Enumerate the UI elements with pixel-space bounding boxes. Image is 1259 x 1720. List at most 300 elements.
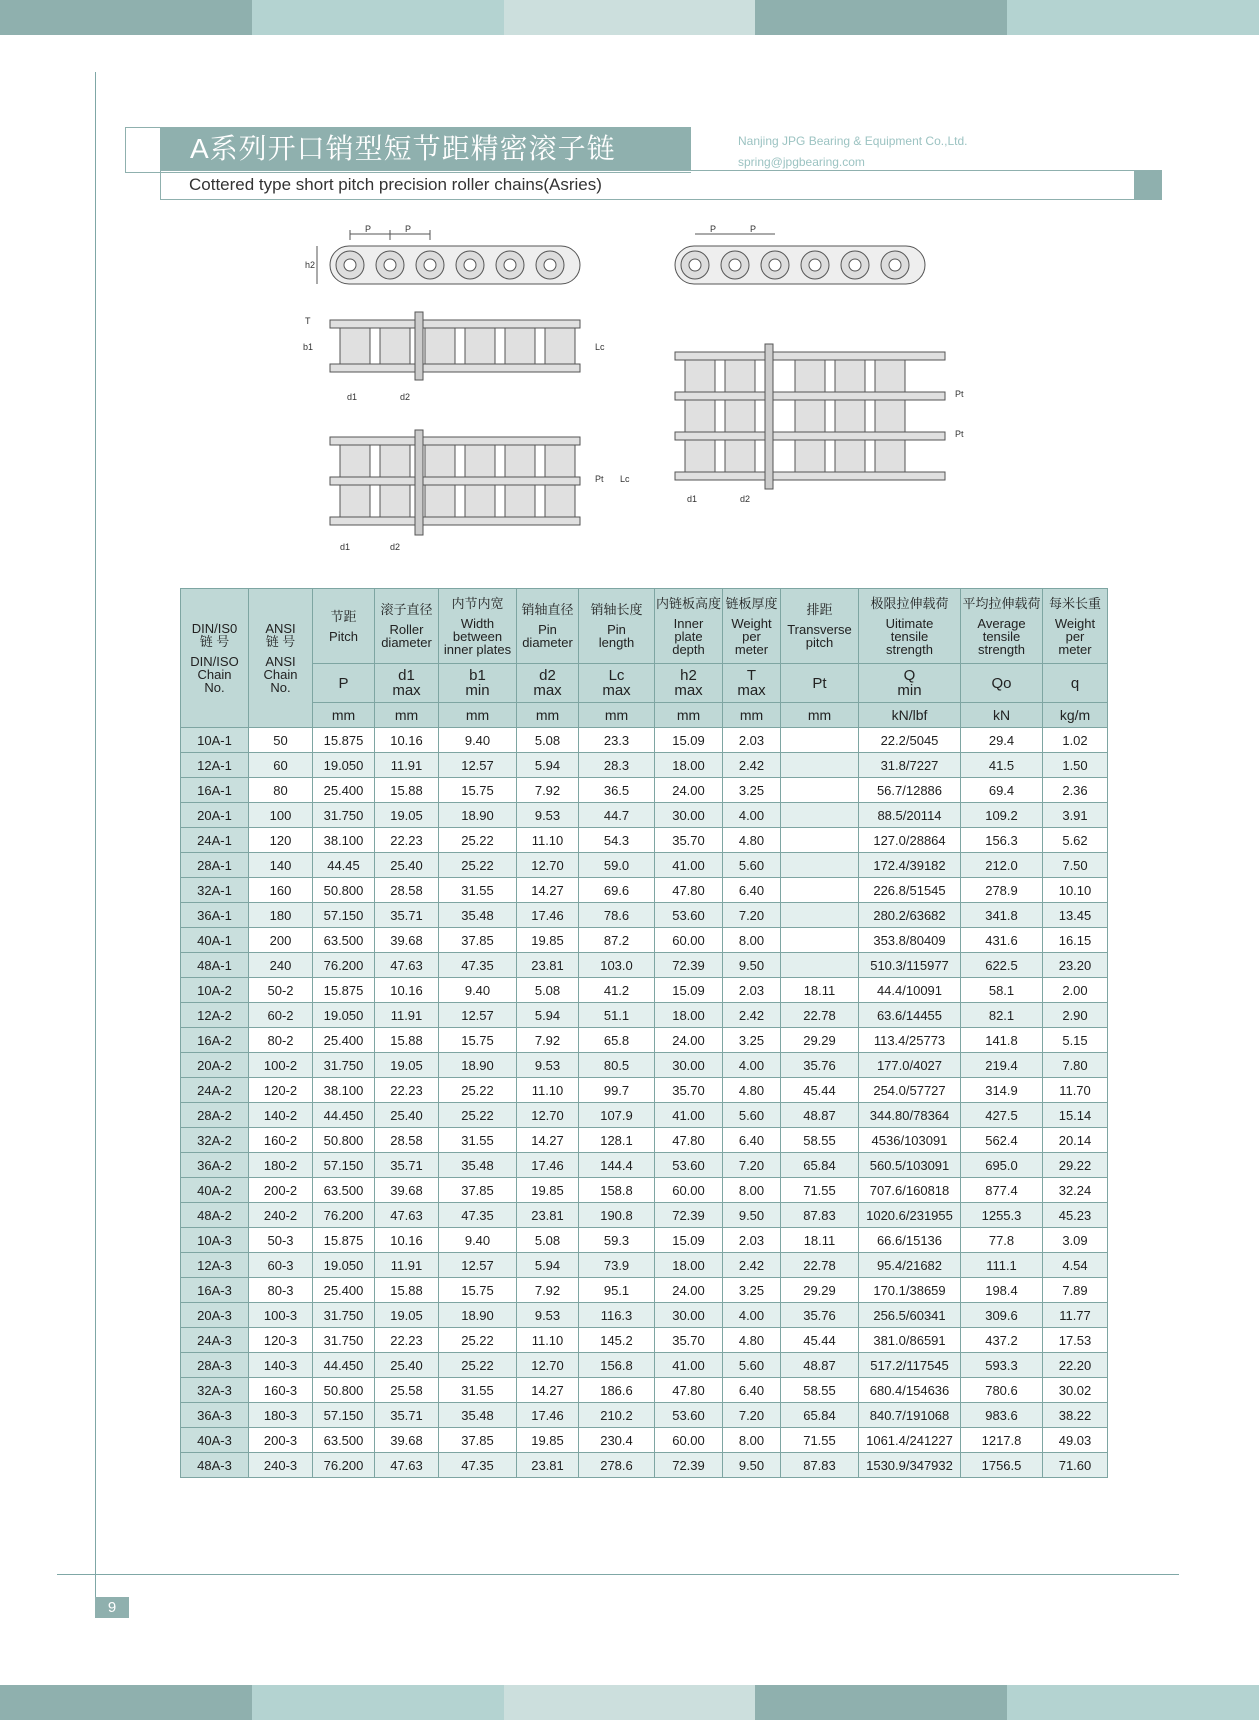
left-margin-rule — [95, 72, 96, 1612]
table-row — [181, 1278, 1108, 1303]
table-cell: 18.00 — [655, 1003, 723, 1028]
table-row — [181, 1003, 1108, 1028]
table-cell: 47.80 — [655, 878, 723, 903]
table-cell: 30.00 — [655, 1303, 723, 1328]
table-cell: 11.91 — [375, 1253, 439, 1278]
table-cell: 80-2 — [249, 1028, 313, 1053]
table-cell: 72.39 — [655, 1453, 723, 1478]
table-cell: 25.400 — [313, 1028, 375, 1053]
table-cell: 278.6 — [579, 1453, 655, 1478]
table-cell: 160 — [249, 878, 313, 903]
diagram-label: d2 — [740, 494, 751, 504]
table-cell: 18.11 — [781, 1228, 859, 1253]
chain-number-cell: 16A-3 — [181, 1278, 249, 1303]
table-cell: 71.55 — [781, 1428, 859, 1453]
chain-number-cell: 10A-2 — [181, 978, 249, 1003]
bottom-color-band — [0, 1685, 1259, 1720]
table-cell: 50.800 — [313, 878, 375, 903]
table-cell: 510.3/115977 — [859, 953, 961, 978]
table-cell: 2.42 — [723, 1003, 781, 1028]
table-cell: 14.27 — [517, 878, 579, 903]
table-cell: 280.2/63682 — [859, 903, 961, 928]
table-cell: 100-3 — [249, 1303, 313, 1328]
table-cell: 983.6 — [961, 1403, 1043, 1428]
table-cell: 54.3 — [579, 828, 655, 853]
header-ansi: ANSI 链 号 ANSI Chain No. — [249, 589, 313, 728]
table-cell: 1.02 — [1043, 728, 1108, 753]
table-cell: 17.46 — [517, 1153, 579, 1178]
table-cell: 3.25 — [723, 1278, 781, 1303]
header-symbol: b1 min — [439, 664, 517, 703]
table-cell: 39.68 — [375, 1428, 439, 1453]
table-cell: 57.150 — [313, 1153, 375, 1178]
table-cell: 116.3 — [579, 1303, 655, 1328]
header-symbol: d2 max — [517, 664, 579, 703]
table-cell: 11.10 — [517, 1078, 579, 1103]
table-cell: 41.2 — [579, 978, 655, 1003]
table-cell: 29.29 — [781, 1028, 859, 1053]
chain-number-cell: 40A-1 — [181, 928, 249, 953]
table-cell: 38.100 — [313, 1078, 375, 1103]
table-cell: 109.2 — [961, 803, 1043, 828]
table-row — [181, 903, 1108, 928]
table-cell: 8.00 — [723, 928, 781, 953]
table-cell: 47.35 — [439, 1203, 517, 1228]
table-row — [181, 1453, 1108, 1478]
table-cell: 77.8 — [961, 1228, 1043, 1253]
table-cell: 4.54 — [1043, 1253, 1108, 1278]
table-cell: 5.08 — [517, 728, 579, 753]
table-cell: 25.22 — [439, 1328, 517, 1353]
table-cell: 9.40 — [439, 1228, 517, 1253]
table-cell: 72.39 — [655, 953, 723, 978]
table-cell: 76.200 — [313, 953, 375, 978]
table-cell: 66.6/15136 — [859, 1228, 961, 1253]
header-symbol: Q min — [859, 664, 961, 703]
table-row — [181, 1153, 1108, 1178]
table-cell: 31.55 — [439, 878, 517, 903]
band-segment — [1007, 0, 1259, 35]
table-cell: 60.00 — [655, 928, 723, 953]
diagram-label: P — [405, 224, 412, 234]
table-cell: 230.4 — [579, 1428, 655, 1453]
table-cell: 4.00 — [723, 803, 781, 828]
table-cell: 19.85 — [517, 1428, 579, 1453]
table-cell: 29.4 — [961, 728, 1043, 753]
table-cell: 31.750 — [313, 803, 375, 828]
table-cell — [781, 953, 859, 978]
table-cell: 29.22 — [1043, 1153, 1108, 1178]
header-name: 极限拉伸载荷 Uitimate tensile strength — [859, 589, 961, 664]
table-cell — [781, 778, 859, 803]
table-cell: 186.6 — [579, 1378, 655, 1403]
table-cell: 9.53 — [517, 1303, 579, 1328]
header-symbol: T max — [723, 664, 781, 703]
table-cell: 111.1 — [961, 1253, 1043, 1278]
table-cell: 9.50 — [723, 953, 781, 978]
table-cell: 140 — [249, 853, 313, 878]
diagram-label: P — [365, 224, 372, 234]
table-cell: 39.68 — [375, 1178, 439, 1203]
table-cell: 78.6 — [579, 903, 655, 928]
table-cell: 30.00 — [655, 803, 723, 828]
table-cell: 18.00 — [655, 753, 723, 778]
page-subtitle: Cottered type short pitch precision roller chains(Asries) — [189, 175, 602, 194]
header-symbol: Qo — [961, 664, 1043, 703]
table-row — [181, 1128, 1108, 1153]
table-cell: 11.70 — [1043, 1078, 1108, 1103]
table-cell: 47.35 — [439, 1453, 517, 1478]
diagram-label: Lc — [620, 474, 630, 484]
diagram-label: b1 — [303, 342, 314, 352]
table-cell: 41.00 — [655, 853, 723, 878]
table-cell: 47.63 — [375, 1203, 439, 1228]
table-cell: 8.00 — [723, 1178, 781, 1203]
table-cell: 35.76 — [781, 1053, 859, 1078]
table-cell: 6.40 — [723, 878, 781, 903]
table-cell: 25.22 — [439, 1353, 517, 1378]
table-cell: 3.25 — [723, 778, 781, 803]
table-cell: 49.03 — [1043, 1428, 1108, 1453]
chain-number-cell: 20A-2 — [181, 1053, 249, 1078]
table-cell: 99.7 — [579, 1078, 655, 1103]
table-cell: 12.70 — [517, 853, 579, 878]
table-cell: 25.40 — [375, 853, 439, 878]
table-cell: 25.40 — [375, 1353, 439, 1378]
table-cell: 80 — [249, 778, 313, 803]
table-cell: 254.0/57727 — [859, 1078, 961, 1103]
table-cell: 23.81 — [517, 1453, 579, 1478]
table-cell: 48.87 — [781, 1103, 859, 1128]
header-symbol: P — [313, 664, 375, 703]
table-cell: 44.450 — [313, 1103, 375, 1128]
band-segment — [504, 1685, 756, 1720]
table-cell: 15.09 — [655, 1228, 723, 1253]
header-unit: kN/lbf — [859, 703, 961, 728]
diagram-label: P — [710, 224, 717, 234]
table-cell: 18.90 — [439, 1303, 517, 1328]
table-cell: 80-3 — [249, 1278, 313, 1303]
table-cell: 63.500 — [313, 1178, 375, 1203]
table-cell: 38.100 — [313, 828, 375, 853]
table-cell — [781, 903, 859, 928]
table-cell: 6.40 — [723, 1128, 781, 1153]
table-cell: 10.16 — [375, 728, 439, 753]
chain-number-cell: 24A-2 — [181, 1078, 249, 1103]
table-cell: 240-2 — [249, 1203, 313, 1228]
table-cell: 24.00 — [655, 1028, 723, 1053]
header-symbol: d1 max — [375, 664, 439, 703]
table-row — [181, 853, 1108, 878]
table-cell: 30.00 — [655, 1053, 723, 1078]
table-cell: 9.53 — [517, 803, 579, 828]
table-cell: 9.50 — [723, 1203, 781, 1228]
table-cell: 120 — [249, 828, 313, 853]
table-cell: 59.0 — [579, 853, 655, 878]
table-cell: 158.8 — [579, 1178, 655, 1203]
table-cell: 31.55 — [439, 1128, 517, 1153]
table-cell: 2.00 — [1043, 978, 1108, 1003]
table-cell: 58.55 — [781, 1128, 859, 1153]
table-cell: 22.78 — [781, 1253, 859, 1278]
table-cell: 2.42 — [723, 1253, 781, 1278]
table-cell: 35.48 — [439, 1153, 517, 1178]
table-cell: 100-2 — [249, 1053, 313, 1078]
table-cell: 22.23 — [375, 1078, 439, 1103]
table-cell: 141.8 — [961, 1028, 1043, 1053]
table-row — [181, 1303, 1108, 1328]
table-cell: 5.94 — [517, 1253, 579, 1278]
table-cell: 17.46 — [517, 1403, 579, 1428]
chain-diagram — [295, 224, 975, 562]
table-cell: 39.68 — [375, 928, 439, 953]
diagram-label: Pt — [595, 474, 604, 484]
table-cell: 24.00 — [655, 778, 723, 803]
table-row — [181, 1053, 1108, 1078]
table-cell: 14.27 — [517, 1378, 579, 1403]
table-cell: 45.44 — [781, 1328, 859, 1353]
table-cell: 50.800 — [313, 1378, 375, 1403]
table-cell: 5.60 — [723, 1353, 781, 1378]
table-cell: 341.8 — [961, 903, 1043, 928]
table-cell: 11.91 — [375, 753, 439, 778]
table-cell: 1255.3 — [961, 1203, 1043, 1228]
chain-number-cell: 48A-1 — [181, 953, 249, 978]
header-row-units — [181, 703, 1108, 728]
table-cell: 17.46 — [517, 903, 579, 928]
table-cell: 28.3 — [579, 753, 655, 778]
diagram-label: Lc — [595, 342, 605, 352]
simplex-side-view — [330, 312, 580, 380]
table-cell: 7.89 — [1043, 1278, 1108, 1303]
table-cell: 172.4/39182 — [859, 853, 961, 878]
table-cell: 278.9 — [961, 878, 1043, 903]
table-cell: 87.83 — [781, 1203, 859, 1228]
table-cell: 48.87 — [781, 1353, 859, 1378]
table-cell: 25.58 — [375, 1378, 439, 1403]
table-cell: 60-3 — [249, 1253, 313, 1278]
table-cell: 103.0 — [579, 953, 655, 978]
table-cell: 72.39 — [655, 1203, 723, 1228]
table-cell: 58.1 — [961, 978, 1043, 1003]
table-cell: 82.1 — [961, 1003, 1043, 1028]
table-cell: 226.8/51545 — [859, 878, 961, 903]
table-cell: 517.2/117545 — [859, 1353, 961, 1378]
table-cell: 381.0/86591 — [859, 1328, 961, 1353]
chain-number-cell: 16A-2 — [181, 1028, 249, 1053]
header-row-symbols — [181, 664, 1108, 703]
chain-number-cell: 48A-2 — [181, 1203, 249, 1228]
table-cell: 38.22 — [1043, 1403, 1108, 1428]
band-segment — [252, 1685, 504, 1720]
table-cell: 5.94 — [517, 1003, 579, 1028]
table-cell: 47.63 — [375, 953, 439, 978]
header-unit: mm — [439, 703, 517, 728]
table-cell: 120-3 — [249, 1328, 313, 1353]
table-row — [181, 728, 1108, 753]
header-name: 排距 Transverse pitch — [781, 589, 859, 664]
header-unit: mm — [517, 703, 579, 728]
table-cell: 13.45 — [1043, 903, 1108, 928]
table-cell: 4.80 — [723, 1078, 781, 1103]
table-cell: 19.050 — [313, 753, 375, 778]
band-segment — [755, 0, 1007, 35]
header-symbol: h2 max — [655, 664, 723, 703]
table-row — [181, 778, 1108, 803]
table-cell: 60.00 — [655, 1428, 723, 1453]
table-cell: 437.2 — [961, 1328, 1043, 1353]
table-cell: 59.3 — [579, 1228, 655, 1253]
table-cell: 45.23 — [1043, 1203, 1108, 1228]
table-cell: 37.85 — [439, 1428, 517, 1453]
table-cell: 53.60 — [655, 1153, 723, 1178]
table-row — [181, 1178, 1108, 1203]
table-cell: 15.88 — [375, 1278, 439, 1303]
table-row — [181, 1428, 1108, 1453]
table-cell: 256.5/60341 — [859, 1303, 961, 1328]
chain-number-cell: 20A-3 — [181, 1303, 249, 1328]
table-cell: 76.200 — [313, 1203, 375, 1228]
chain-number-cell: 12A-1 — [181, 753, 249, 778]
table-cell: 5.60 — [723, 1103, 781, 1128]
chain-number-cell: 20A-1 — [181, 803, 249, 828]
table-cell: 71.60 — [1043, 1453, 1108, 1478]
table-cell: 4536/103091 — [859, 1128, 961, 1153]
chain-number-cell: 10A-1 — [181, 728, 249, 753]
table-cell: 2.03 — [723, 1228, 781, 1253]
diagram-label: d2 — [400, 392, 411, 402]
diagram-label: P — [750, 224, 757, 234]
table-cell: 16.15 — [1043, 928, 1108, 953]
table-cell: 31.750 — [313, 1303, 375, 1328]
table-cell: 23.81 — [517, 953, 579, 978]
duplex-side-view — [330, 430, 580, 535]
diagram-label: Pt — [955, 429, 964, 439]
chain-number-cell: 12A-2 — [181, 1003, 249, 1028]
header-name: 链板厚度 Weight per meter — [723, 589, 781, 664]
table-cell: 11.91 — [375, 1003, 439, 1028]
table-cell: 140-3 — [249, 1353, 313, 1378]
table-row — [181, 1403, 1108, 1428]
header-unit: mm — [579, 703, 655, 728]
table-cell: 23.81 — [517, 1203, 579, 1228]
table-cell: 44.450 — [313, 1353, 375, 1378]
header-unit: mm — [375, 703, 439, 728]
table-cell: 41.00 — [655, 1353, 723, 1378]
table-cell: 9.53 — [517, 1053, 579, 1078]
band-segment — [504, 0, 756, 35]
company-email[interactable]: spring@jpgbearing.com — [738, 155, 865, 169]
header-symbol: Pt — [781, 664, 859, 703]
header-name: 内节内宽 Width between inner plates — [439, 589, 517, 664]
table-cell: 47.80 — [655, 1128, 723, 1153]
table-cell: 60.00 — [655, 1178, 723, 1203]
table-cell: 15.09 — [655, 978, 723, 1003]
header-unit: kN — [961, 703, 1043, 728]
table-row — [181, 803, 1108, 828]
table-cell: 3.09 — [1043, 1228, 1108, 1253]
table-cell: 15.75 — [439, 1028, 517, 1053]
table-cell: 76.200 — [313, 1453, 375, 1478]
table-cell: 35.70 — [655, 828, 723, 853]
table-cell: 57.150 — [313, 1403, 375, 1428]
company-info — [738, 131, 967, 173]
table-cell: 12.57 — [439, 753, 517, 778]
table-cell: 200-3 — [249, 1428, 313, 1453]
chain-number-cell: 32A-3 — [181, 1378, 249, 1403]
table-row — [181, 1228, 1108, 1253]
header-unit: mm — [313, 703, 375, 728]
table-cell: 23.3 — [579, 728, 655, 753]
table-cell: 2.42 — [723, 753, 781, 778]
table-cell: 19.05 — [375, 803, 439, 828]
table-cell: 707.6/160818 — [859, 1178, 961, 1203]
table-cell: 240 — [249, 953, 313, 978]
band-segment — [0, 0, 252, 35]
table-cell: 212.0 — [961, 853, 1043, 878]
table-cell: 180-3 — [249, 1403, 313, 1428]
spec-table-body — [181, 728, 1108, 1478]
table-cell: 15.09 — [655, 728, 723, 753]
table-cell: 47.63 — [375, 1453, 439, 1478]
table-cell: 5.08 — [517, 1228, 579, 1253]
header-row-names — [181, 589, 1108, 664]
table-cell: 593.3 — [961, 1353, 1043, 1378]
header-unit: mm — [723, 703, 781, 728]
table-cell: 53.60 — [655, 1403, 723, 1428]
table-cell: 69.6 — [579, 878, 655, 903]
table-cell: 22.23 — [375, 828, 439, 853]
table-cell: 19.85 — [517, 928, 579, 953]
table-cell — [781, 803, 859, 828]
chain-number-cell: 32A-1 — [181, 878, 249, 903]
table-cell: 314.9 — [961, 1078, 1043, 1103]
diagram-label: d1 — [347, 392, 358, 402]
table-cell: 22.23 — [375, 1328, 439, 1353]
table-cell: 36.5 — [579, 778, 655, 803]
table-cell: 63.500 — [313, 1428, 375, 1453]
table-cell: 60-2 — [249, 1003, 313, 1028]
table-cell: 7.20 — [723, 903, 781, 928]
table-row — [181, 828, 1108, 853]
duplex-top-view — [675, 234, 925, 284]
header-name: 滚子直径 Roller diameter — [375, 589, 439, 664]
table-cell: 15.88 — [375, 778, 439, 803]
table-cell: 1756.5 — [961, 1453, 1043, 1478]
table-cell: 17.53 — [1043, 1328, 1108, 1353]
table-cell: 210.2 — [579, 1403, 655, 1428]
table-row — [181, 1103, 1108, 1128]
table-cell: 31.8/7227 — [859, 753, 961, 778]
table-cell: 23.20 — [1043, 953, 1108, 978]
header-name: 销轴长度 Pin length — [579, 589, 655, 664]
table-cell: 15.875 — [313, 978, 375, 1003]
table-cell: 71.55 — [781, 1178, 859, 1203]
diagram-label: Pt — [955, 389, 964, 399]
table-cell: 170.1/38659 — [859, 1278, 961, 1303]
chain-number-cell: 24A-1 — [181, 828, 249, 853]
header-unit: mm — [655, 703, 723, 728]
table-row — [181, 1253, 1108, 1278]
chain-number-cell: 40A-3 — [181, 1428, 249, 1453]
table-cell: 7.92 — [517, 778, 579, 803]
table-cell: 19.05 — [375, 1303, 439, 1328]
table-cell: 57.150 — [313, 903, 375, 928]
table-cell: 56.7/12886 — [859, 778, 961, 803]
table-cell: 144.4 — [579, 1153, 655, 1178]
table-cell: 37.85 — [439, 928, 517, 953]
chain-number-cell: 28A-1 — [181, 853, 249, 878]
